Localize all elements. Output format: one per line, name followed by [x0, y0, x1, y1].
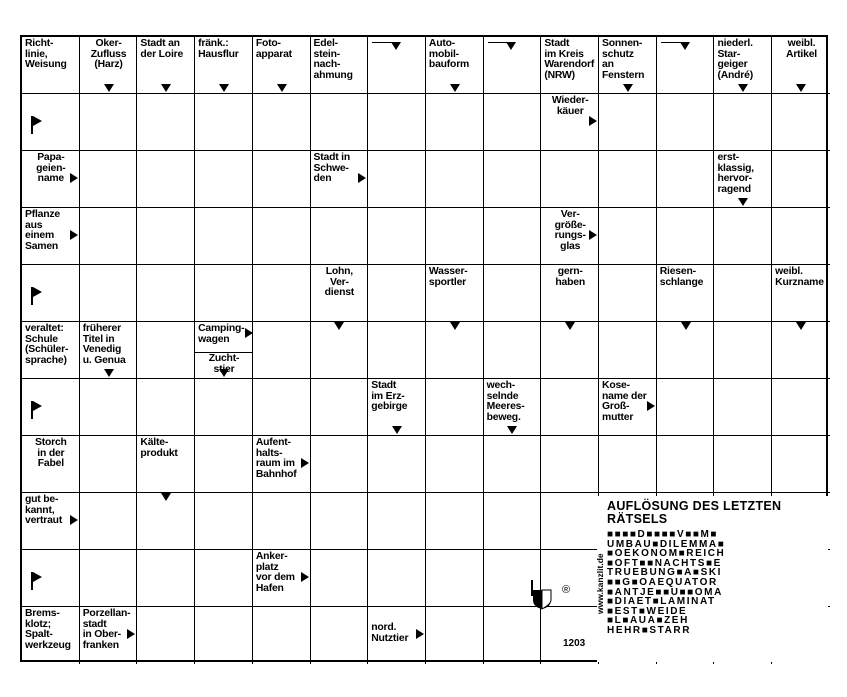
- answer-cell[interactable]: [195, 379, 253, 436]
- answer-cell[interactable]: [80, 493, 138, 550]
- answer-cell[interactable]: [426, 151, 484, 208]
- clue-text: weibl. Artikel: [786, 38, 817, 60]
- clue-cell: [541, 37, 599, 94]
- arrow-right-icon: [647, 401, 655, 411]
- clue-text: wech- selnde Meeres- beweg.: [486, 380, 525, 423]
- arrow-down-hook-icon: [661, 38, 711, 52]
- clue-cell: [772, 37, 830, 94]
- clue-cell: [137, 37, 195, 94]
- answer-cell[interactable]: [195, 436, 253, 493]
- clue-cell: [772, 265, 830, 322]
- clue-cell: [22, 607, 80, 664]
- answer-cell[interactable]: [80, 208, 138, 265]
- answer-cell[interactable]: [772, 436, 830, 493]
- answer-cell[interactable]: [599, 436, 657, 493]
- answer-cell[interactable]: [426, 550, 484, 607]
- clue-text: weibl. Kurzname: [775, 266, 824, 288]
- answer-cell[interactable]: [80, 550, 138, 607]
- arrow-down-icon: [796, 322, 806, 330]
- clue-cell: [22, 265, 80, 322]
- clue-cell: [22, 322, 80, 379]
- arrow-right-icon: [70, 230, 78, 240]
- answer-cell[interactable]: [484, 208, 542, 265]
- clue-cell: [80, 322, 138, 379]
- clue-cell: [426, 322, 484, 379]
- arrow-down-icon: [104, 369, 114, 377]
- clue-text: fränk.: Hausflur: [198, 38, 239, 60]
- corner-flag-icon: [31, 116, 33, 134]
- answer-cell[interactable]: [484, 94, 542, 151]
- clue-text: nord. Nutztier: [371, 622, 409, 644]
- clue-cell: [311, 265, 369, 322]
- answer-cell[interactable]: [137, 379, 195, 436]
- answer-cell[interactable]: [195, 94, 253, 151]
- answer-cell[interactable]: [541, 493, 599, 550]
- clue-cell: [541, 94, 599, 151]
- answer-cell[interactable]: [368, 151, 426, 208]
- clue-text: Stadt im Erz- gebirge: [371, 380, 408, 413]
- answer-cell[interactable]: [311, 208, 369, 265]
- answer-cell[interactable]: [541, 436, 599, 493]
- answer-cell[interactable]: [253, 94, 311, 151]
- arrow-right-icon: [589, 230, 597, 240]
- clue-cell: [22, 550, 80, 607]
- answer-cell[interactable]: [253, 493, 311, 550]
- clue-text: Stadt in Schwe- den: [313, 152, 351, 185]
- arrow-down-icon: [681, 322, 691, 330]
- corner-flag-icon: [31, 401, 33, 419]
- corner-flag-icon: [31, 572, 33, 590]
- clue-cell: [22, 208, 80, 265]
- answer-cell[interactable]: [253, 607, 311, 664]
- clue-text: Richt- linie, Weisung: [25, 38, 67, 71]
- arrow-right-icon: [245, 328, 253, 338]
- answer-cell[interactable]: [253, 379, 311, 436]
- clue-cell: [311, 322, 369, 379]
- arrow-down-icon: [623, 84, 633, 92]
- answer-cell[interactable]: [657, 436, 715, 493]
- arrow-down-icon: [219, 369, 229, 377]
- answer-cell[interactable]: [714, 322, 772, 379]
- clue-cell: [541, 265, 599, 322]
- clue-text-bottom: Zucht- stier: [208, 353, 240, 375]
- arrow-right-icon: [70, 515, 78, 525]
- clue-text: Ver- größe- rungs- glas: [554, 209, 586, 252]
- clue-cell: [714, 37, 772, 94]
- clue-cell: [253, 550, 311, 607]
- clue-text: Stadt an der Loire: [140, 38, 184, 60]
- clue-text: Wieder- käuer: [551, 95, 589, 117]
- arrow-right-icon: [589, 116, 597, 126]
- clue-cell: [541, 208, 599, 265]
- answer-cell[interactable]: [253, 322, 311, 379]
- clue-text-top: Camping- wagen: [195, 322, 252, 353]
- answer-cell[interactable]: [137, 151, 195, 208]
- clue-cell: [80, 607, 138, 664]
- clue-cell: [22, 37, 80, 94]
- answer-cell[interactable]: [484, 493, 542, 550]
- clue-cell: [195, 37, 253, 94]
- answer-cell[interactable]: [714, 436, 772, 493]
- answer-cell[interactable]: [368, 265, 426, 322]
- answer-cell[interactable]: [599, 151, 657, 208]
- answer-cell[interactable]: [484, 151, 542, 208]
- answer-cell[interactable]: [368, 94, 426, 151]
- answer-cell[interactable]: [426, 493, 484, 550]
- clue-text: Papa- geien- name: [36, 152, 66, 185]
- answer-cell[interactable]: [426, 379, 484, 436]
- answer-cell[interactable]: [137, 94, 195, 151]
- answer-cell[interactable]: [484, 322, 542, 379]
- solution-grid: ■■■■D■■■■V■■M■ UMBAU■DILEMMA■ ■OEKONOM■REICH ■OFT■■NACHTS■E TRUEBUNG■A■SKI ■■G■OAEQUATOR ■ANTJE■■U■■OMA ■DIAET■LAMINAT ■EST■WEIDE ■L■AUA■ZEH HEHR■STARR: [607, 529, 726, 636]
- answer-cell[interactable]: [599, 322, 657, 379]
- answer-cell[interactable]: [599, 208, 657, 265]
- answer-cell[interactable]: [714, 94, 772, 151]
- answer-cell[interactable]: [195, 607, 253, 664]
- answer-cell[interactable]: [657, 94, 715, 151]
- answer-cell[interactable]: [772, 94, 830, 151]
- answer-cell[interactable]: [195, 265, 253, 322]
- arrow-down-icon: [450, 84, 460, 92]
- answer-cell[interactable]: [80, 265, 138, 322]
- answer-cell[interactable]: [195, 208, 253, 265]
- clue-cell: [195, 322, 253, 379]
- arrow-right-icon: [301, 458, 309, 468]
- answer-cell[interactable]: [253, 265, 311, 322]
- answer-cell[interactable]: [772, 151, 830, 208]
- answer-cell[interactable]: [772, 379, 830, 436]
- answer-cell[interactable]: [80, 151, 138, 208]
- answer-cell[interactable]: [368, 436, 426, 493]
- shield-logo-icon: [531, 580, 553, 610]
- answer-cell[interactable]: [368, 322, 426, 379]
- arrow-right-icon: [127, 629, 135, 639]
- arrow-right-icon: [358, 173, 366, 183]
- clue-text: Aufent- halts- raum im Bahnhof: [255, 437, 297, 480]
- clue-text: Sonnen- schutz an Fenstern: [602, 38, 645, 81]
- clue-text: Porzellan- stadt in Ober- franken: [82, 608, 131, 651]
- answer-cell[interactable]: [657, 151, 715, 208]
- answer-cell[interactable]: [426, 208, 484, 265]
- answer-cell[interactable]: [714, 265, 772, 322]
- clue-cell: [311, 151, 369, 208]
- clue-text: Pflanze aus einem Samen: [25, 209, 60, 252]
- solution-title: AUFLÖSUNG DES LETZTEN RÄTSELS: [607, 499, 782, 526]
- answer-cell[interactable]: [137, 550, 195, 607]
- answer-cell[interactable]: [426, 607, 484, 664]
- clue-cell: [484, 37, 542, 94]
- answer-cell[interactable]: [311, 436, 369, 493]
- arrow-down-icon: [796, 84, 806, 92]
- arrow-right-icon: [301, 572, 309, 582]
- answer-cell[interactable]: [253, 208, 311, 265]
- answer-cell[interactable]: [137, 607, 195, 664]
- clue-text: Stadt im Kreis Warendorf (NRW): [544, 38, 595, 81]
- clue-text: Auto- mobil- bauform: [428, 38, 470, 71]
- arrow-down-icon: [161, 493, 171, 501]
- arrow-down-icon: [450, 322, 460, 330]
- clue-cell: [253, 37, 311, 94]
- answer-cell[interactable]: [311, 94, 369, 151]
- clue-cell: [657, 265, 715, 322]
- answer-cell[interactable]: [195, 151, 253, 208]
- publisher-url: www.kanzlit.de: [595, 553, 605, 614]
- answer-cell[interactable]: [368, 208, 426, 265]
- clue-cell: [599, 37, 657, 94]
- clue-cell: [137, 493, 195, 550]
- answer-cell[interactable]: [253, 151, 311, 208]
- answer-cell[interactable]: [137, 208, 195, 265]
- answer-cell[interactable]: [541, 151, 599, 208]
- clue-cell: [657, 37, 715, 94]
- answer-cell[interactable]: [484, 607, 542, 664]
- clue-text: gut be- kannt, vertraut: [25, 494, 63, 527]
- arrow-right-icon: [70, 173, 78, 183]
- arrow-down-icon: [738, 198, 748, 206]
- arrow-down-icon: [334, 322, 344, 330]
- arrow-down-hook-icon: [372, 38, 422, 52]
- answer-cell[interactable]: [311, 550, 369, 607]
- clue-cell: [599, 379, 657, 436]
- clue-cell: [541, 322, 599, 379]
- clue-cell: [368, 379, 426, 436]
- answer-cell[interactable]: [80, 94, 138, 151]
- clue-text: Wasser- sportler: [428, 266, 468, 288]
- answer-cell[interactable]: [426, 436, 484, 493]
- answer-cell[interactable]: [80, 379, 138, 436]
- answer-cell[interactable]: [137, 322, 195, 379]
- arrow-down-icon: [219, 84, 229, 92]
- clue-cell: [311, 37, 369, 94]
- clue-cell: [22, 94, 80, 151]
- clue-cell: [772, 322, 830, 379]
- arrow-right-icon: [416, 629, 424, 639]
- answer-cell[interactable]: [772, 208, 830, 265]
- answer-cell[interactable]: [80, 436, 138, 493]
- answer-cell[interactable]: [657, 379, 715, 436]
- clue-cell: [137, 436, 195, 493]
- clue-text: Kose- name der Groß- mutter: [602, 380, 647, 423]
- clue-text: veraltet: Schule (Schüler- sprache): [25, 323, 69, 366]
- arrow-down-icon: [104, 84, 114, 92]
- registered-mark: ®: [562, 584, 571, 596]
- arrow-down-icon: [738, 84, 748, 92]
- answer-cell[interactable]: [426, 94, 484, 151]
- arrow-down-icon: [161, 84, 171, 92]
- corner-flag-icon: [31, 287, 33, 305]
- answer-cell[interactable]: [599, 265, 657, 322]
- arrow-down-icon: [565, 322, 575, 330]
- answer-cell[interactable]: [195, 550, 253, 607]
- arrow-down-hook-icon: [488, 38, 538, 52]
- answer-cell[interactable]: [368, 493, 426, 550]
- clue-cell: [714, 151, 772, 208]
- answer-cell[interactable]: [311, 379, 369, 436]
- clue-text: Brems- klotz; Spalt- werkzeug: [25, 608, 71, 651]
- clue-cell: [368, 37, 426, 94]
- clue-text: Kälte- produkt: [140, 437, 178, 459]
- clue-text: Foto- apparat: [255, 38, 292, 60]
- answer-cell[interactable]: [599, 94, 657, 151]
- clue-text: früherer Titel in Venedig u. Genua: [82, 323, 126, 366]
- answer-cell[interactable]: [541, 607, 599, 664]
- answer-cell[interactable]: [368, 550, 426, 607]
- clue-cell: [426, 265, 484, 322]
- clue-text: Oker- Zufluss (Harz): [90, 38, 127, 71]
- puzzle-code: 1203: [563, 638, 586, 649]
- answer-cell[interactable]: [311, 607, 369, 664]
- clue-cell: [253, 436, 311, 493]
- clue-text: erst- klassig, hervor- ragend: [717, 152, 754, 195]
- clue-cell: [368, 607, 426, 664]
- clue-cell: [426, 37, 484, 94]
- clue-cell: [80, 37, 138, 94]
- arrow-down-icon: [277, 84, 287, 92]
- answer-cell[interactable]: [484, 436, 542, 493]
- clue-text: Riesen- schlange: [659, 266, 704, 288]
- clue-text: Lohn, Ver- dienst: [324, 266, 355, 299]
- arrow-down-icon: [392, 426, 402, 434]
- previous-solution-panel: [597, 496, 828, 662]
- clue-text: Anker- platz vor dem Hafen: [255, 551, 295, 594]
- answer-cell[interactable]: [137, 265, 195, 322]
- clue-cell: [22, 436, 80, 493]
- clue-text: gern- haben: [555, 266, 585, 288]
- clue-cell: [657, 322, 715, 379]
- answer-cell[interactable]: [195, 493, 253, 550]
- answer-cell[interactable]: [484, 265, 542, 322]
- clue-cell: [22, 379, 80, 436]
- clue-cell: [22, 493, 80, 550]
- clue-text: Edel- stein- nach- ahmung: [313, 38, 353, 81]
- answer-cell[interactable]: [714, 379, 772, 436]
- clue-text: niederl. Star- geiger (André): [717, 38, 753, 81]
- answer-cell[interactable]: [714, 208, 772, 265]
- answer-cell[interactable]: [311, 493, 369, 550]
- answer-cell[interactable]: [541, 379, 599, 436]
- clue-cell: [484, 379, 542, 436]
- answer-cell[interactable]: [657, 208, 715, 265]
- arrow-down-icon: [507, 426, 517, 434]
- clue-text: Storch in der Fabel: [34, 437, 67, 470]
- clue-cell: [22, 151, 80, 208]
